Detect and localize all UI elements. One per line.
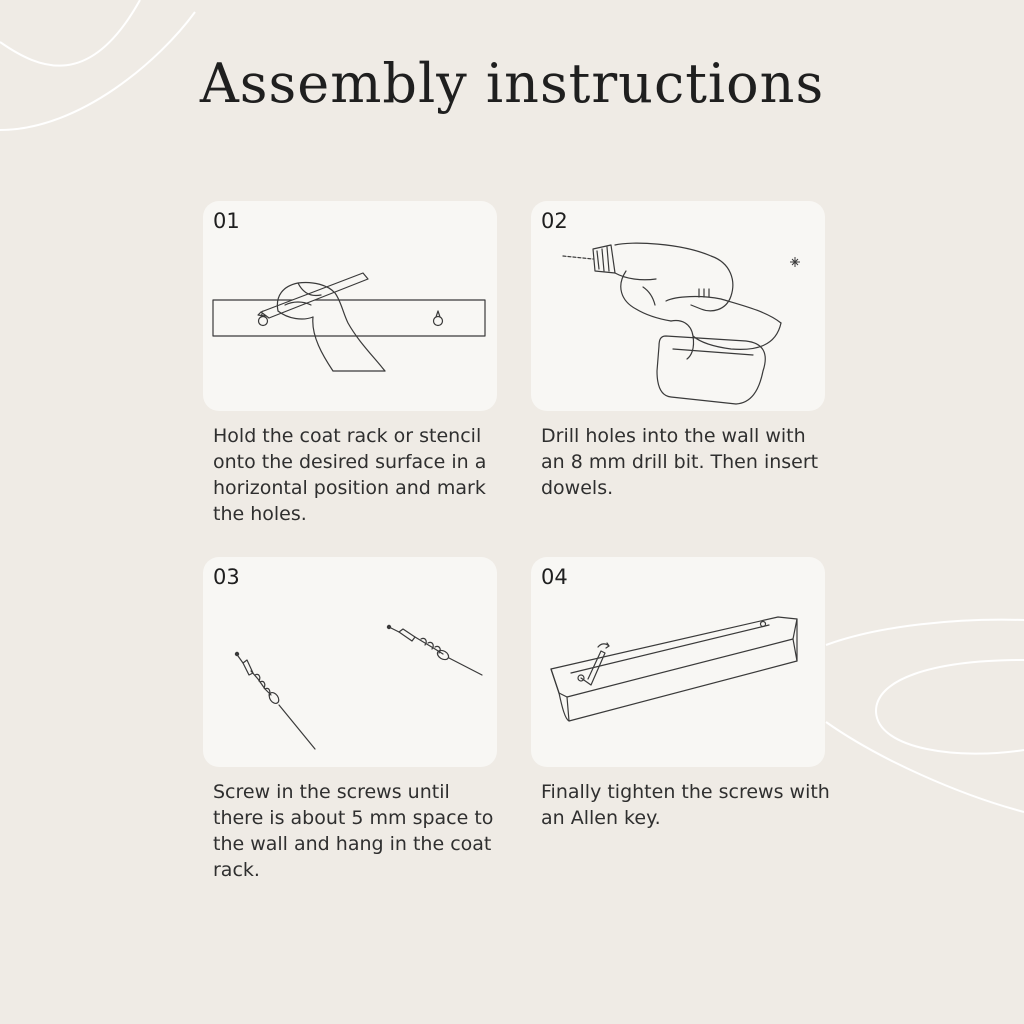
- step-04-text: Finally tighten the screws with an Allen key.: [541, 781, 830, 829]
- step-02: [531, 201, 825, 501]
- step-04: [531, 557, 830, 831]
- step-01-card: [203, 201, 497, 411]
- screws-and-dowels-illustration: [203, 557, 497, 767]
- step-01-text: Hold the coat rack or stencil onto the desired surface in a horizontal position and mark the holes.: [213, 425, 487, 525]
- step-number: 02: [541, 209, 568, 233]
- step-02-text: Drill holes into the wall with an 8 mm drill bit. Then insert dowels.: [541, 425, 819, 499]
- step-03-card: [203, 557, 497, 767]
- step-01: [203, 201, 497, 527]
- step-03: [203, 557, 497, 883]
- hand-marking-rack-illustration: [203, 201, 497, 411]
- hand-drill-illustration: [531, 201, 825, 411]
- step-03-text: Screw in the screws until there is about 5 mm space to the wall and hang in the coat rack.: [213, 781, 494, 881]
- sparkle-icon: [790, 257, 800, 267]
- step-number: 01: [213, 209, 240, 233]
- page-title: Assembly instructions: [199, 52, 825, 115]
- step-02-card: [531, 201, 825, 411]
- allen-key-rack-illustration: [531, 557, 825, 767]
- step-number: 04: [541, 565, 568, 589]
- step-number: 03: [213, 565, 240, 589]
- step-04-card: [531, 557, 825, 767]
